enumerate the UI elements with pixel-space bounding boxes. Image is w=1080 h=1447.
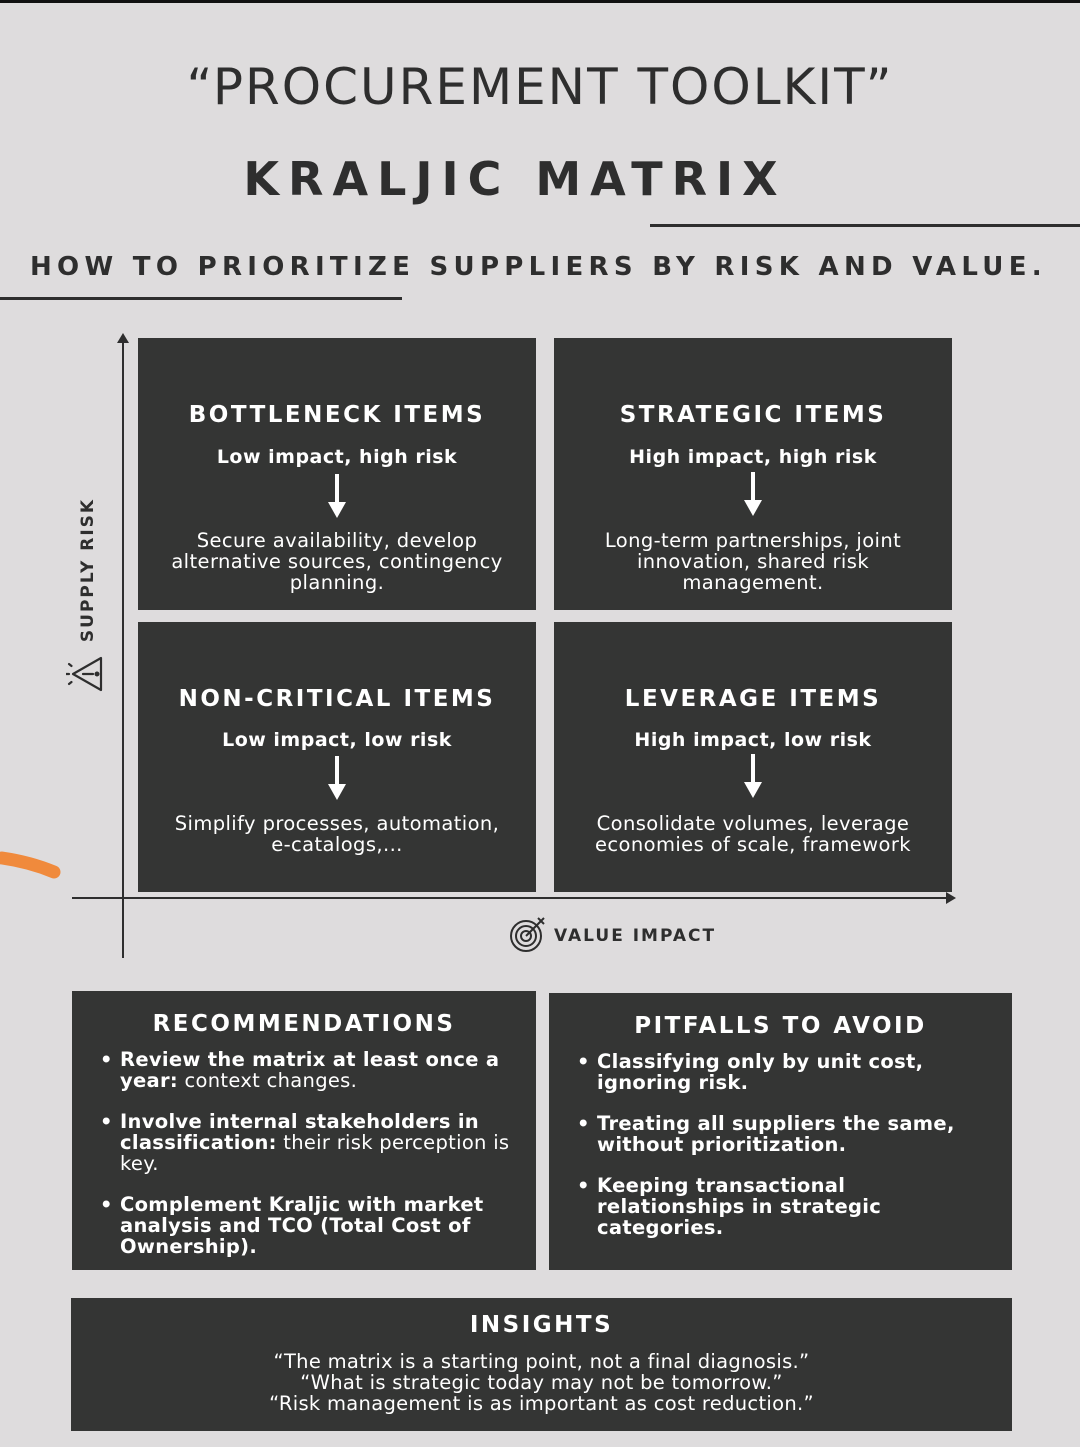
insight-quote: “What is strategic today may not be tomorrow.”: [300, 1371, 783, 1394]
x-axis-arrowhead: [946, 892, 956, 904]
desc-line: Consolidate volumes, leverage: [596, 812, 910, 835]
desc-line: Long-term partnerships, joint: [604, 529, 902, 552]
list-item: [577, 1051, 992, 1093]
warning-triangle-icon: [66, 652, 108, 700]
quadrant-leverage: [554, 622, 952, 892]
bullet-icon: •: [100, 1110, 113, 1133]
item-bold-text: Involve internal stakeholders in classification:: [120, 1110, 479, 1154]
quadrant-bottleneck: [138, 338, 536, 610]
y-axis-arrowhead: [117, 333, 129, 343]
down-arrow-icon: [327, 756, 347, 802]
quadrant-strategic: [554, 338, 952, 610]
quadrant-title: BOTTLENECK ITEMS: [188, 402, 486, 428]
recommendations-list: [100, 1049, 516, 1277]
top-border: [0, 0, 1080, 3]
insights-quotes: [71, 1351, 1012, 1414]
desc-line: economies of scale, framework: [595, 833, 911, 856]
toolkit-title: “PROCUREMENT TOOLKIT”: [186, 58, 894, 116]
quadrant-subtitle: High impact, high risk: [629, 446, 877, 468]
desc-line: Simplify processes, automation,: [174, 812, 500, 835]
list-item: [100, 1049, 516, 1091]
recommendations-title: RECOMMENDATIONS: [152, 1011, 456, 1037]
bullet-icon: •: [577, 1050, 590, 1073]
item-text: their risk perception is key.: [120, 1131, 510, 1175]
bullet-icon: •: [577, 1174, 590, 1197]
item-text: context changes.: [178, 1069, 358, 1092]
item-bold-text: Classifying only by unit cost, ignoring risk.: [597, 1050, 924, 1094]
y-axis-label: SUPPLY RISK: [78, 497, 98, 643]
bullet-icon: •: [100, 1048, 113, 1071]
desc-line: alternative sources, contingency: [171, 550, 503, 573]
subtitle-rule-left: [0, 297, 402, 300]
recommendations-panel: [72, 991, 536, 1270]
desc-line: e-catalogs,...: [271, 833, 403, 856]
y-axis: [122, 340, 124, 958]
item-bold-text: Keeping transactional relationships in strategic categories.: [597, 1174, 882, 1239]
quadrant-description: [152, 813, 522, 855]
list-item: [100, 1194, 516, 1257]
insights-title: INSIGHTS: [469, 1312, 614, 1338]
x-axis: [72, 897, 948, 899]
quadrant-description: [152, 530, 522, 593]
insight-quote: “The matrix is a starting point, not a final diagnosis.”: [273, 1350, 810, 1373]
title-rule-right: [650, 224, 1080, 227]
bullet-icon: •: [577, 1112, 590, 1135]
desc-line: Secure availability, develop: [196, 529, 478, 552]
down-arrow-icon: [327, 474, 347, 520]
down-arrow-icon: [743, 754, 763, 800]
quadrant-title: LEVERAGE ITEMS: [624, 686, 882, 712]
quadrant-subtitle: Low impact, low risk: [222, 729, 452, 751]
insight-quote: “Risk management is as important as cost reduction.”: [269, 1392, 814, 1415]
highlighter-mark: [0, 848, 62, 884]
list-item: [577, 1113, 992, 1155]
desc-line: management.: [682, 571, 824, 594]
item-bold-text: Treating all suppliers the same, without prioritization.: [597, 1112, 955, 1156]
quadrant-title: NON-CRITICAL ITEMS: [178, 686, 496, 712]
page-subtitle: HOW TO PRIORITIZE SUPPLIERS BY RISK AND VALUE.: [30, 252, 1047, 282]
item-bold-text: Review the matrix at least once a year:: [120, 1048, 500, 1092]
desc-line: planning.: [289, 571, 385, 594]
list-item: [100, 1111, 516, 1174]
quadrant-subtitle: High impact, low risk: [634, 729, 872, 751]
quadrant-description: [568, 530, 938, 593]
quadrant-description: [568, 813, 938, 855]
insights-panel: [71, 1298, 1012, 1431]
x-axis-label: VALUE IMPACT: [554, 926, 717, 946]
list-item: [577, 1175, 992, 1238]
down-arrow-icon: [743, 472, 763, 518]
pitfalls-list: [577, 1051, 992, 1258]
desc-line: innovation, shared risk: [636, 550, 870, 573]
quadrant-title: STRATEGIC ITEMS: [619, 402, 887, 428]
pitfalls-title: PITFALLS TO AVOID: [634, 1013, 927, 1039]
item-bold-text: Complement Kraljic with market analysis and TCO (Total Cost of Ownership).: [120, 1193, 484, 1258]
matrix-title: KRALJIC MATRIX: [243, 152, 787, 206]
quadrant-subtitle: Low impact, high risk: [216, 446, 458, 468]
quadrant-non-critical: [138, 622, 536, 892]
pitfalls-panel: [549, 993, 1012, 1270]
target-icon: [508, 914, 548, 958]
bullet-icon: •: [100, 1193, 113, 1216]
